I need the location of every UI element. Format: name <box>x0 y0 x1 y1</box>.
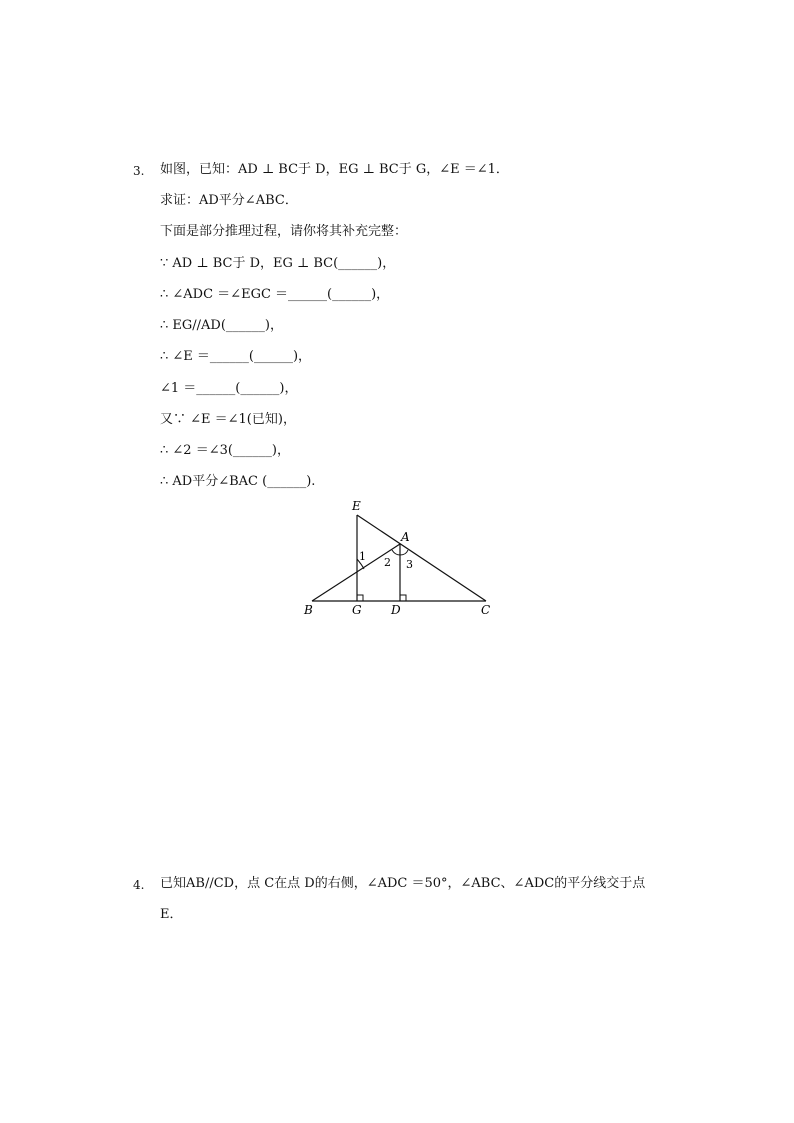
proof-step-8: ∴ AD平分∠BAC (______). <box>160 474 316 489</box>
question-3-statement: 如图，已知：AD ⊥ BC于 D，EG ⊥ BC于 G，∠E ＝∠1． <box>160 162 509 177</box>
right-angle-g <box>357 595 363 601</box>
label-angle-1: 1 <box>359 550 366 563</box>
angle-3-arc <box>400 550 408 555</box>
question-3-prove: 求证：AD平分∠ABC． <box>160 193 298 208</box>
proof-step-1: ∵ AD ⊥ BC于 D，EG ⊥ BC(______)， <box>160 256 396 271</box>
question-4-line-1: 已知AB//CD，点 C在点 D的右侧，∠ADC ＝50°，∠ABC、∠ADC的平分线交于点 <box>160 876 646 891</box>
proof-step-5: ∠1 ＝______(______)， <box>160 381 298 396</box>
question-3-number: 3. <box>133 164 145 178</box>
label-c: C <box>481 603 491 617</box>
angle-2-arc <box>392 550 400 555</box>
label-d: D <box>391 603 401 617</box>
label-a: A <box>401 530 410 544</box>
right-angle-d <box>400 595 406 601</box>
geometry-figure <box>290 495 510 625</box>
proof-step-6: 又∵ ∠E ＝∠1(已知)， <box>160 412 296 427</box>
label-angle-2: 2 <box>384 556 391 569</box>
question-4-number: 4. <box>133 878 145 892</box>
proof-step-2: ∴ ∠ADC ＝∠EGC ＝______(______)， <box>160 287 390 302</box>
question-3-instruction: 下面是部分推理过程，请你将其补充完整： <box>160 224 408 239</box>
label-e: E <box>352 499 361 513</box>
label-angle-3: 3 <box>406 558 413 571</box>
proof-step-4: ∴ ∠E ＝______(______)， <box>160 349 312 364</box>
proof-step-7: ∴ ∠2 ＝∠3(______)， <box>160 443 291 458</box>
label-g: G <box>352 603 362 617</box>
label-b: B <box>304 603 313 617</box>
segment-ba <box>312 544 400 601</box>
proof-step-3: ∴ EG//AD(______)， <box>160 318 283 333</box>
question-4-line-2: E． <box>160 907 183 922</box>
segment-ec <box>357 515 486 601</box>
